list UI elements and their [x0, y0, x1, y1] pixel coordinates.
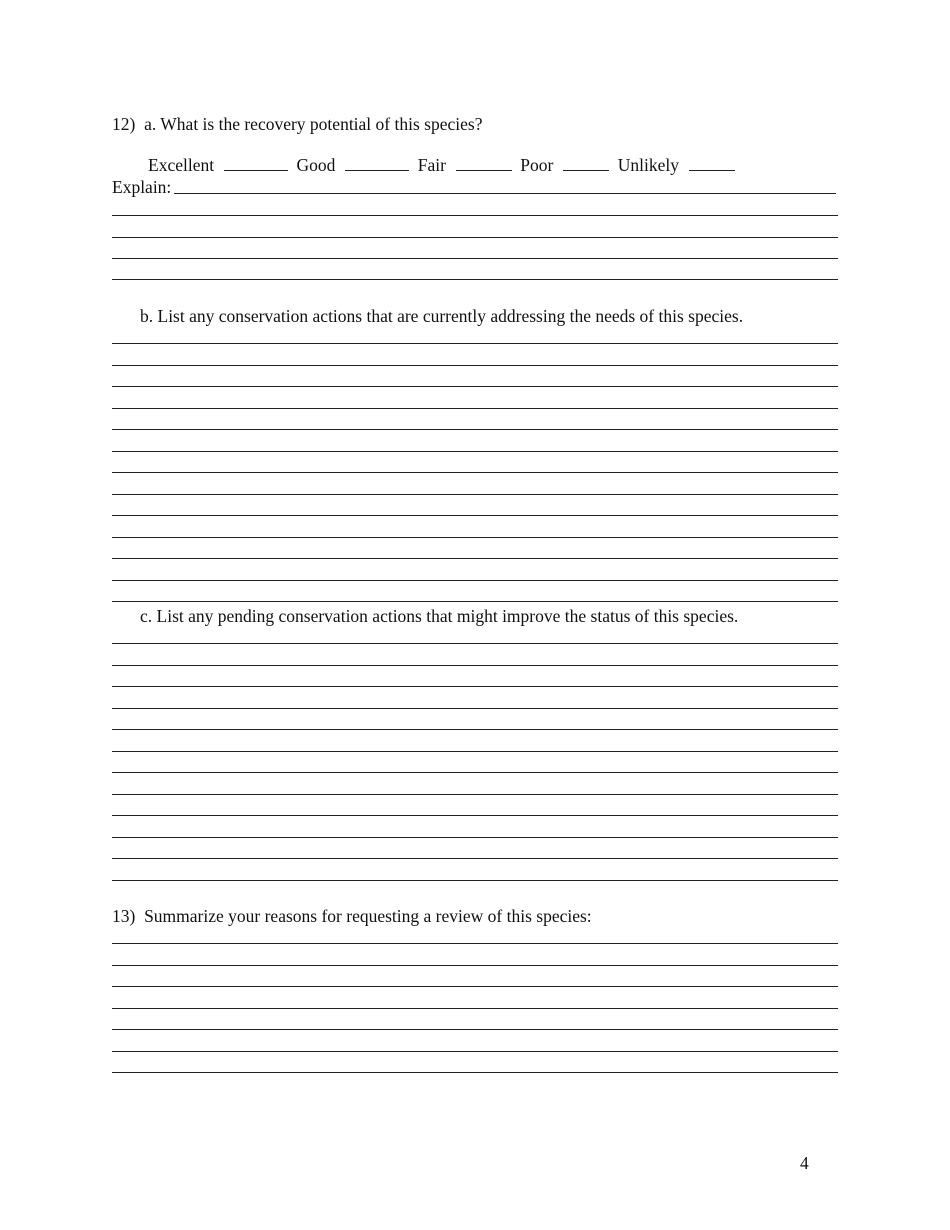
- explain-line[interactable]: [112, 237, 838, 238]
- recovery-rating-row: [148, 155, 739, 175]
- option-good-blank[interactable]: [345, 155, 409, 171]
- question-number: 12): [112, 114, 136, 134]
- answer-12b-line[interactable]: [112, 472, 838, 473]
- answer-12b-line[interactable]: [112, 494, 838, 495]
- explain-line[interactable]: [112, 279, 838, 280]
- answer-12b-line[interactable]: [112, 343, 838, 344]
- answer-12c-line[interactable]: [112, 708, 838, 709]
- answer-12c-line[interactable]: [112, 751, 838, 752]
- answer-12c-line[interactable]: [112, 794, 838, 795]
- answer-12c-line[interactable]: [112, 880, 838, 881]
- answer-12c-line[interactable]: [112, 837, 838, 838]
- answer-13-line[interactable]: [112, 943, 838, 944]
- option-poor-label: Poor: [520, 155, 554, 175]
- explain-line[interactable]: [174, 193, 836, 194]
- answer-13-line[interactable]: [112, 986, 838, 987]
- answer-13-line[interactable]: [112, 1029, 838, 1030]
- answer-12c-line[interactable]: [112, 686, 838, 687]
- option-fair-blank[interactable]: [456, 155, 512, 171]
- answer-12b-line[interactable]: [112, 537, 838, 538]
- explain-line[interactable]: [112, 258, 838, 259]
- answer-12c-line[interactable]: [112, 772, 838, 773]
- answer-12c-line[interactable]: [112, 815, 838, 816]
- answer-12b-line[interactable]: [112, 515, 838, 516]
- answer-12c-line[interactable]: [112, 665, 838, 666]
- answer-12b-line[interactable]: [112, 408, 838, 409]
- answer-12b-line[interactable]: [112, 558, 838, 559]
- option-unlikely-blank[interactable]: [689, 155, 735, 171]
- answer-12b-line[interactable]: [112, 429, 838, 430]
- option-fair-label: Fair: [417, 155, 446, 175]
- question-13: [112, 906, 592, 926]
- option-unlikely-label: Unlikely: [617, 155, 679, 175]
- option-excellent-blank[interactable]: [224, 155, 288, 171]
- question-12c-text: c. List any pending conservation actions that might improve the status of this species.: [140, 606, 739, 626]
- answer-12b-line[interactable]: [112, 365, 838, 366]
- question-number: 13): [112, 906, 136, 926]
- answer-12c-line[interactable]: [112, 729, 838, 730]
- question-12b-text: b. List any conservation actions that are currently addressing the needs of this species.: [140, 306, 744, 326]
- answer-13-line[interactable]: [112, 965, 838, 966]
- question-12a: [112, 114, 482, 134]
- answer-13-line[interactable]: [112, 1072, 838, 1073]
- option-poor-blank[interactable]: [563, 155, 609, 171]
- answer-12b-line[interactable]: [112, 386, 838, 387]
- answer-12c-line[interactable]: [112, 643, 838, 644]
- explain-line[interactable]: [112, 215, 838, 216]
- answer-13-line[interactable]: [112, 1008, 838, 1009]
- answer-12b-line[interactable]: [112, 601, 838, 602]
- answer-12c-line[interactable]: [112, 858, 838, 859]
- page-number: 4: [800, 1153, 809, 1173]
- answer-13-line[interactable]: [112, 1051, 838, 1052]
- question-12a-text: a. What is the recovery potential of this species?: [144, 114, 483, 134]
- answer-12b-line[interactable]: [112, 580, 838, 581]
- answer-12b-line[interactable]: [112, 451, 838, 452]
- question-13-text: Summarize your reasons for requesting a review of this species:: [144, 906, 592, 926]
- explain-label: Explain:: [112, 177, 172, 197]
- option-good-label: Good: [296, 155, 336, 175]
- option-excellent-label: Excellent: [148, 155, 215, 175]
